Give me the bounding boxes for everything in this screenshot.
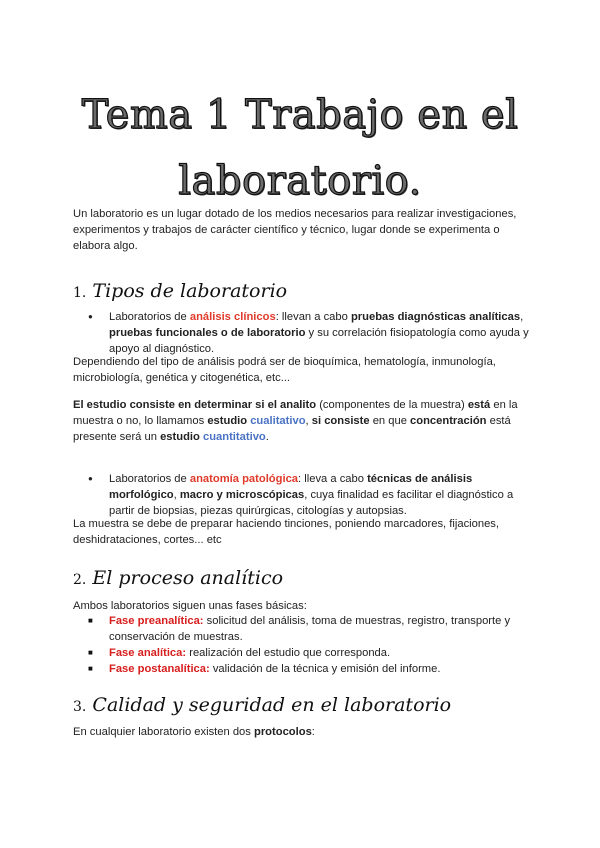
phases-intro: Ambos laboratorios siguen unas fases básicas:	[73, 600, 307, 612]
list-item	[73, 661, 533, 677]
phase-text: realización del estudio que corresponda.	[186, 647, 391, 659]
phases-list	[73, 613, 533, 677]
bold-text: macro y microscópicas	[179, 489, 305, 501]
section-title: Tipos de laboratorio	[92, 280, 288, 302]
text-span: está presente será un	[73, 415, 511, 443]
bold-text: concentración	[410, 415, 487, 427]
bold-text: pruebas funcionales o de laboratorio	[109, 327, 306, 339]
bold-text: estudio	[160, 431, 200, 443]
text-span: .	[265, 431, 269, 443]
bold-text: protocolos	[253, 726, 312, 738]
section-heading-3	[73, 693, 451, 719]
section-heading-2	[73, 566, 283, 592]
title-line-1: Tema 1 Trabajo en el	[81, 92, 519, 138]
list-item-pathology	[73, 471, 533, 519]
list-item-clinical	[73, 309, 533, 357]
highlight-blue: cuantitativo	[202, 431, 266, 443]
text-span: ,	[305, 415, 312, 427]
phase-text: validación de la técnica y emisión del informe.	[209, 663, 441, 675]
highlight-red: anatomía patológica	[189, 473, 299, 485]
phase-label: Fase preanalítica:	[109, 615, 204, 627]
text-span: y su correlación fisiopatología como ayuda y apoyo al diagnóstico.	[109, 327, 529, 355]
section-title: El proceso analítico	[92, 567, 284, 589]
lab-types-list-2	[73, 471, 533, 519]
section-heading-1	[73, 279, 287, 305]
bold-text: estudio	[207, 415, 248, 427]
text-span: Laboratorios de	[109, 473, 190, 485]
list-item	[73, 613, 533, 645]
phase-label: Fase analítica:	[109, 647, 187, 659]
bold-text: El estudio consiste en determinar si el analito	[73, 399, 317, 411]
text-span: en la muestra o no, lo llamamos	[73, 399, 518, 427]
text-span: : llevan a cabo	[275, 311, 351, 323]
bold-text: pruebas diagnósticas analíticas	[350, 311, 521, 323]
bold-text: si consiste	[311, 415, 370, 427]
text-span: ,	[173, 489, 180, 501]
phase-label: Fase postanalítica:	[109, 663, 210, 675]
text-span: en que	[369, 415, 411, 427]
paragraph-sample-prep: La muestra se debe de preparar haciendo tinciones, poniendo marcadores, fijaciones, deshidrataciones, cortes... etc	[73, 518, 500, 546]
intro-paragraph: Un laboratorio es un lugar dotado de los medios necesarios para realizar investigaciones, experimentos y trabajos de carácter científico y técnico, lugar donde se experimenta o elabora algo.	[73, 208, 517, 252]
phase-text: solicitud del análisis, toma de muestras, registro, transporte y conservación de muestras.	[109, 615, 511, 643]
bold-text: está	[467, 399, 491, 411]
bold-text: técnicas de análisis morfológico	[109, 473, 473, 501]
list-item	[73, 645, 533, 661]
paragraph-analysis-types: Dependiendo del tipo de análisis podrá ser de bioquímica, hematología, inmunología, microbiología, genética y citogenética, etc...	[73, 356, 496, 384]
highlight-blue: cualitativo	[250, 415, 306, 427]
page-title	[0, 82, 600, 214]
section-number: 1.	[73, 285, 87, 301]
text-span: En cualquier laboratorio existen dos	[73, 726, 254, 738]
text-span: , cuya finalidad es facilitar el diagnóstico a partir de biopsias, piezas quirúrgicas, citologías y autopsias.	[109, 489, 514, 517]
text-span: :	[311, 726, 315, 738]
highlight-red: análisis clínicos	[189, 311, 276, 323]
text-span: (componentes de la muestra)	[316, 399, 468, 411]
section-number: 3.	[73, 699, 87, 715]
lab-types-list-1	[73, 309, 533, 357]
text-span: ,	[520, 311, 524, 323]
paragraph-study	[73, 397, 533, 445]
title-line-2: laboratorio.	[178, 158, 422, 204]
section-number: 2.	[73, 572, 87, 588]
section-title: Calidad y seguridad en el laboratorio	[92, 694, 452, 716]
text-span: : lleva a cabo	[298, 473, 368, 485]
text-span: Laboratorios de	[109, 311, 190, 323]
protocols-paragraph	[73, 724, 533, 740]
